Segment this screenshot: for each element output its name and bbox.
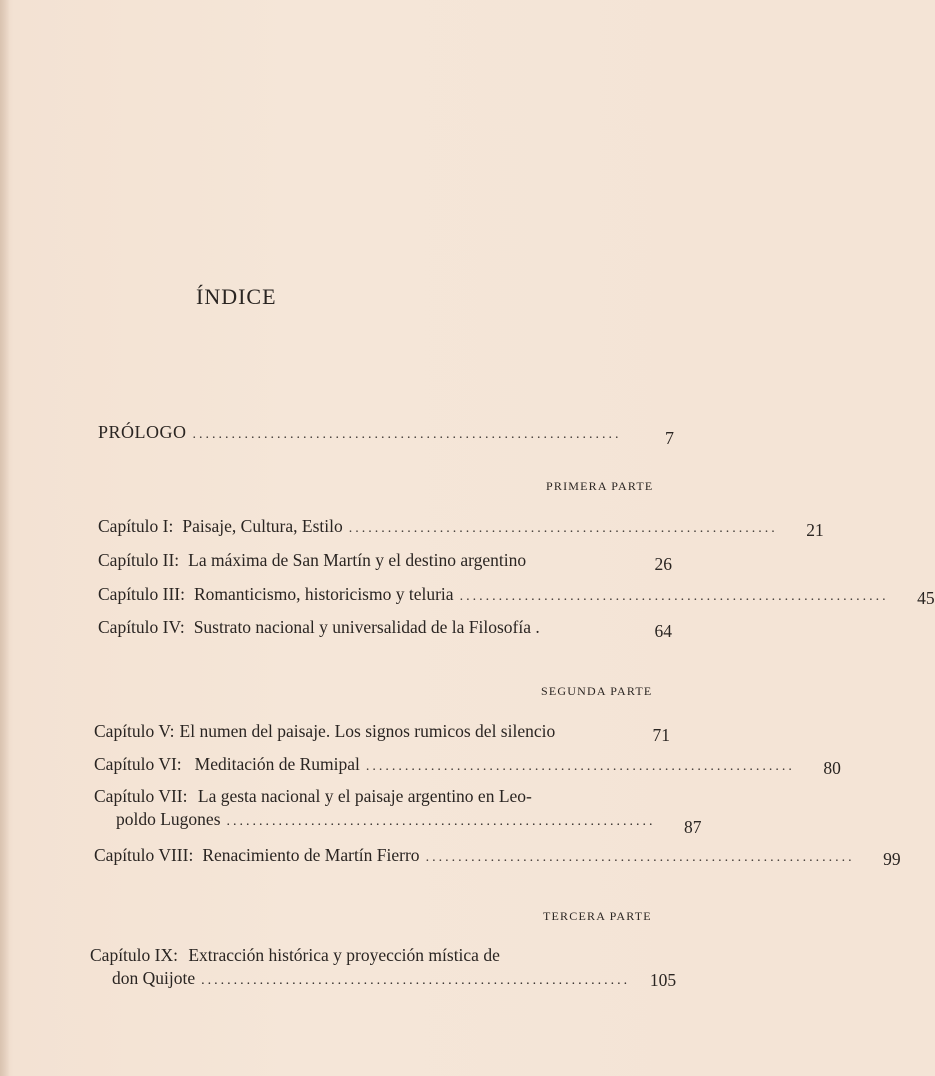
chapter-title: Romanticismo, historicismo y teluria [194,584,454,604]
entry-first-line [94,786,670,807]
chapter-title-continued: poldo Lugones [116,809,221,829]
leader-dots: .................................................................. [226,814,656,829]
chapter-title: Extracción histórica y proyección mística de [188,945,500,965]
page-number: 45 [917,588,935,608]
leader-dots: .................................................................. [365,759,795,774]
page-number: 64 [654,621,672,641]
toc-entry-multiline [94,786,702,837]
toc-entry [98,617,672,641]
leader-dots: .................................................................. [201,973,631,988]
page-title: ÍNDICE [196,284,277,309]
leader-dots: .................................................................. [425,850,855,865]
chapter-label: Capítulo IX: [90,945,178,965]
chapter-label: Capítulo V: [94,721,175,741]
toc-entry-prologo [98,422,674,448]
page-number: 87 [684,817,702,837]
entry-continuation-line [94,809,702,837]
toc-entry [98,516,824,540]
chapter-title: Sustrato nacional y universalidad de la Filosofía . [193,617,540,637]
part-heading-segunda: SEGUNDA PARTE [541,684,653,698]
leader-dots: .................................................................. [459,589,889,604]
toc-entry-multiline [90,945,677,990]
chapter-label: Capítulo III: [98,584,185,604]
page-number: 71 [652,725,670,745]
chapter-title: El numen del paisaje. Los signos rumicos del silencio [179,721,556,741]
chapter-label: Capítulo II: [98,550,180,570]
page-edge-shadow [0,0,10,1076]
chapter-label: Capítulo I: [98,516,174,536]
chapter-title: Renacimiento de Martín Fierro [202,845,420,865]
page-number: 21 [806,520,824,540]
page-number: 7 [665,428,674,448]
chapter-label: Capítulo IV: [98,617,185,637]
toc-entry [98,584,935,608]
leader-dots: .................................................................. [192,427,622,442]
chapter-title: Paisaje, Cultura, Estilo [182,516,343,536]
toc-entry [98,550,672,574]
toc-entry [94,845,901,869]
chapter-label: Capítulo VII: [94,786,188,806]
chapter-label: Capítulo VI: [94,754,182,774]
page-number: 99 [883,849,901,869]
leader-dots: .................................................................. [348,521,778,536]
chapter-label: Capítulo VIII: [94,845,194,865]
page-number: 80 [823,758,841,778]
chapter-title: La máxima de San Martín y el destino argentino [188,550,527,570]
part-heading-tercera: TERCERA PARTE [543,909,652,923]
page-number: 26 [654,554,672,574]
chapter-title: La gesta nacional y el paisaje argentino en Leo- [197,786,532,806]
prologo-label: PRÓLOGO [98,422,187,442]
toc-entry [94,721,670,745]
page-number: 105 [649,970,677,990]
chapter-title-continued: don Quijote [112,968,196,988]
chapter-title: Meditación de Rumipal [194,754,360,774]
toc-entry [94,754,841,778]
part-heading-primera: PRIMERA PARTE [546,479,654,493]
entry-continuation-line [90,968,677,990]
entry-first-line [90,945,668,966]
